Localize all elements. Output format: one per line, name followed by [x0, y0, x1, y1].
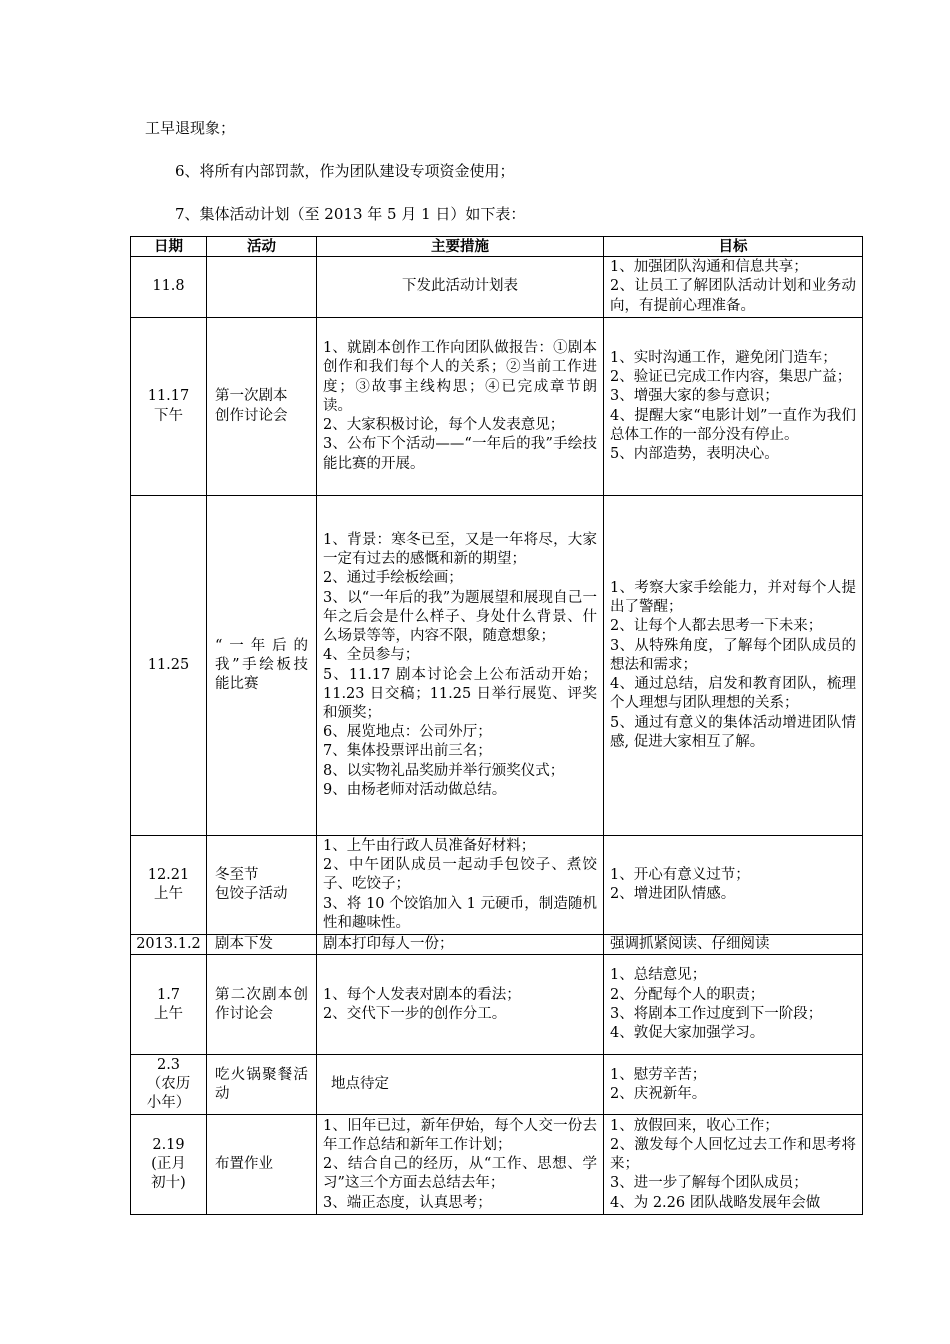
header-measures: 主要措施 [317, 237, 604, 257]
date-line: 上午 [154, 1005, 183, 1022]
cell-measures [317, 836, 604, 935]
cell-date [131, 836, 207, 935]
activity-line: 吃火锅聚餐活动 [215, 1066, 308, 1102]
goal-line: 2、让每个人都去思考一下未来； [610, 618, 823, 635]
date-line: 下午 [154, 407, 183, 424]
goal-line: 3、从特殊角度，了解每个团队成员的想法和需求； [610, 637, 856, 673]
table-row [131, 1115, 863, 1215]
cell-date [131, 935, 207, 955]
date-line: 1.7 [156, 986, 181, 1003]
date-line: （农历 [146, 1076, 191, 1093]
cell-measures [317, 955, 604, 1055]
goal-line: 2、让员工了解团队活动计划和业务动向，有提前心理准备。 [610, 278, 856, 314]
goal-line: 2、分配每个人的职责； [610, 986, 765, 1003]
goal-line: 4、通过总结，启发和教育团队，梳理个人理想与团队理想的关系； [610, 676, 856, 712]
activity-line: 布置作业 [215, 1156, 273, 1173]
date-line: (正月 [151, 1156, 186, 1173]
cell-date [131, 1115, 207, 1215]
cell-activity [207, 1115, 317, 1215]
measure-line: 3、以“一年后的我”为题展望和展现自己一年之后会是什么样子、身处什么背景、什么场景等等，内容不限，随意想象； [323, 589, 597, 645]
goal-line: 4、提醒大家“电影计划”一直作为我们总体工作的一部分没有停止。 [610, 407, 856, 443]
measure-line: 地点待定 [331, 1076, 389, 1093]
paragraph-plan-intro: 7、集体活动计划（至 2013 年 5 月 1 日）如下表： [175, 205, 526, 223]
goal-line: 1、考察大家手绘能力，并对每个人提出了警醒； [610, 580, 856, 616]
goal-line: 2、激发每个人回忆过去工作和思考将来； [610, 1136, 856, 1173]
header-date: 日期 [131, 237, 207, 257]
measure-line: 6、展览地点：公司外厅； [323, 724, 492, 741]
measure-line: 2、大家积极讨论，每个人发表意见； [323, 417, 565, 434]
table-row [131, 257, 863, 318]
measure-line: 7、集体投票评出前三名； [323, 743, 492, 760]
goal-line: 强调抓紧阅读、仔细阅读 [610, 936, 770, 952]
goal-line: 4、为 2.26 团队战略发展年会做 [610, 1194, 821, 1211]
measure-line: 4、全员参与； [323, 647, 420, 664]
cell-goals [604, 496, 863, 836]
cell-goals [604, 836, 863, 935]
table-header-row [131, 237, 863, 257]
cell-measures [317, 935, 604, 955]
goal-line: 2、验证已完成工作内容，集思广益； [610, 369, 852, 386]
header-activity: 活动 [207, 237, 317, 257]
measure-line: 5、11.17 剧本讨论会上公布活动开始；11.23 日交稿；11.25 日举行展览、评奖和颁奖； [323, 666, 597, 721]
cell-goals [604, 257, 863, 318]
header-goals: 目标 [604, 237, 863, 257]
measure-line: 9、由杨老师对活动做总结。 [323, 781, 507, 798]
date-line: 11.25 [147, 656, 190, 673]
measure-line: 2、通过手绘板绘画； [323, 570, 463, 587]
goal-line: 5、通过有意义的集体活动增进团队情感, 促进大家相互了解。 [610, 714, 856, 750]
activity-line: “一年后的我”手绘板技能比赛 [215, 637, 308, 693]
cell-date [131, 318, 207, 496]
cell-activity [207, 935, 317, 955]
cell-measures [317, 257, 604, 318]
goal-line: 3、增强大家的参与意识； [610, 388, 779, 405]
goal-line: 1、加强团队沟通和信息共享； [610, 259, 808, 276]
measure-line: 2、中午团队成员一起动手包饺子、煮饺子、吃饺子； [323, 857, 597, 893]
measure-line: 1、旧年已过，新年伊始，每个人交一份去年工作总结和新年工作计划； [323, 1117, 597, 1153]
cell-goals [604, 1115, 863, 1215]
cell-goals [604, 318, 863, 496]
measure-line: 2、交代下一步的创作分工。 [323, 1005, 507, 1022]
cell-activity [207, 257, 317, 318]
paragraph-early-leave: 工早退现象； [145, 119, 236, 137]
cell-measures [317, 1055, 604, 1115]
measure-line: 1、背景：寒冬已至，又是一年将尽，大家一定有过去的感慨和新的期望； [323, 532, 597, 568]
activity-line: 创作讨论会 [215, 407, 288, 424]
goal-line: 1、开心有意义过节； [610, 866, 750, 883]
date-line: 12.21 [147, 866, 190, 883]
cell-date [131, 257, 207, 318]
measure-line: 3、公布下个活动——“一年后的我”手绘技能比赛的开展。 [323, 436, 597, 472]
date-line: 初十) [151, 1175, 186, 1192]
cell-date [131, 496, 207, 836]
activity-line: 剧本下发 [215, 936, 273, 952]
cell-activity [207, 318, 317, 496]
paragraph-fines: 6、将所有内部罚款，作为团队建设专项资金使用； [175, 162, 515, 180]
date-line: 2.19 [152, 1136, 185, 1153]
cell-goals [604, 935, 863, 955]
measure-line: 8、以实物礼品奖励并举行颁奖仪式； [323, 762, 565, 779]
date-line: 2013.1.2 [136, 936, 201, 952]
cell-goals [604, 1055, 863, 1115]
activity-plan-table [130, 236, 863, 1215]
date-line: 上午 [154, 886, 183, 902]
cell-date [131, 1055, 207, 1115]
cell-goals [604, 955, 863, 1055]
cell-activity [207, 1055, 317, 1115]
cell-activity [207, 496, 317, 836]
cell-measures [317, 1115, 604, 1215]
cell-date [131, 955, 207, 1055]
goal-line: 1、总结意见； [610, 967, 707, 984]
table-row [131, 1055, 863, 1115]
cell-activity [207, 955, 317, 1055]
date-line: 2.3 [156, 1056, 181, 1073]
date-line: 11.8 [152, 278, 185, 295]
activity-line: 包饺子活动 [215, 886, 288, 902]
measure-line: 1、每个人发表对剧本的看法； [323, 986, 521, 1003]
cell-activity [207, 836, 317, 935]
table-row [131, 935, 863, 955]
goal-line: 3、进一步了解每个团队成员； [610, 1175, 808, 1192]
goal-line: 1、实时沟通工作，避免闭门造车； [610, 349, 837, 366]
activity-line: 第一次剧本 [215, 388, 288, 405]
measure-line: 2、结合自己的经历，从“工作、思想、学习”这三个方面去总结去年； [323, 1156, 597, 1192]
goal-line: 4、敦促大家加强学习。 [610, 1024, 765, 1041]
goal-line: 2、增进团队情感。 [610, 886, 736, 902]
measure-line: 下发此活动计划表 [402, 278, 518, 295]
cell-measures [317, 318, 604, 496]
measure-line: 3、将 10 个饺馅加入 1 元硬币，制造随机性和趣味性。 [323, 895, 597, 931]
table-row [131, 836, 863, 935]
activity-line: 冬至节 [215, 866, 259, 883]
measure-line: 1、就剧本创作工作向团队做报告：①剧本创作和我们每个人的关系；②当前工作进度；③故事主线构思；④已完成章节朗读。 [323, 340, 597, 414]
goal-line: 5、内部造势，表明决心。 [610, 445, 779, 462]
goal-line: 2、庆祝新年。 [610, 1085, 707, 1102]
activity-line: 第二次剧本创作讨论会 [215, 986, 308, 1022]
goal-line: 1、慰劳辛苦； [610, 1066, 707, 1083]
table-row [131, 318, 863, 496]
goal-line: 1、放假回来，收心工作； [610, 1117, 779, 1134]
measure-line: 3、端正态度，认真思考； [323, 1194, 492, 1211]
table-row [131, 955, 863, 1055]
cell-measures [317, 496, 604, 836]
measure-line: 1、上午由行政人员准备好材料； [323, 837, 536, 854]
goal-line: 3、将剧本工作过度到下一阶段； [610, 1005, 823, 1022]
table-row [131, 496, 863, 836]
date-line: 小年） [146, 1095, 191, 1112]
measure-line: 剧本打印每人一份； [323, 936, 454, 952]
date-line: 11.17 [147, 388, 190, 405]
